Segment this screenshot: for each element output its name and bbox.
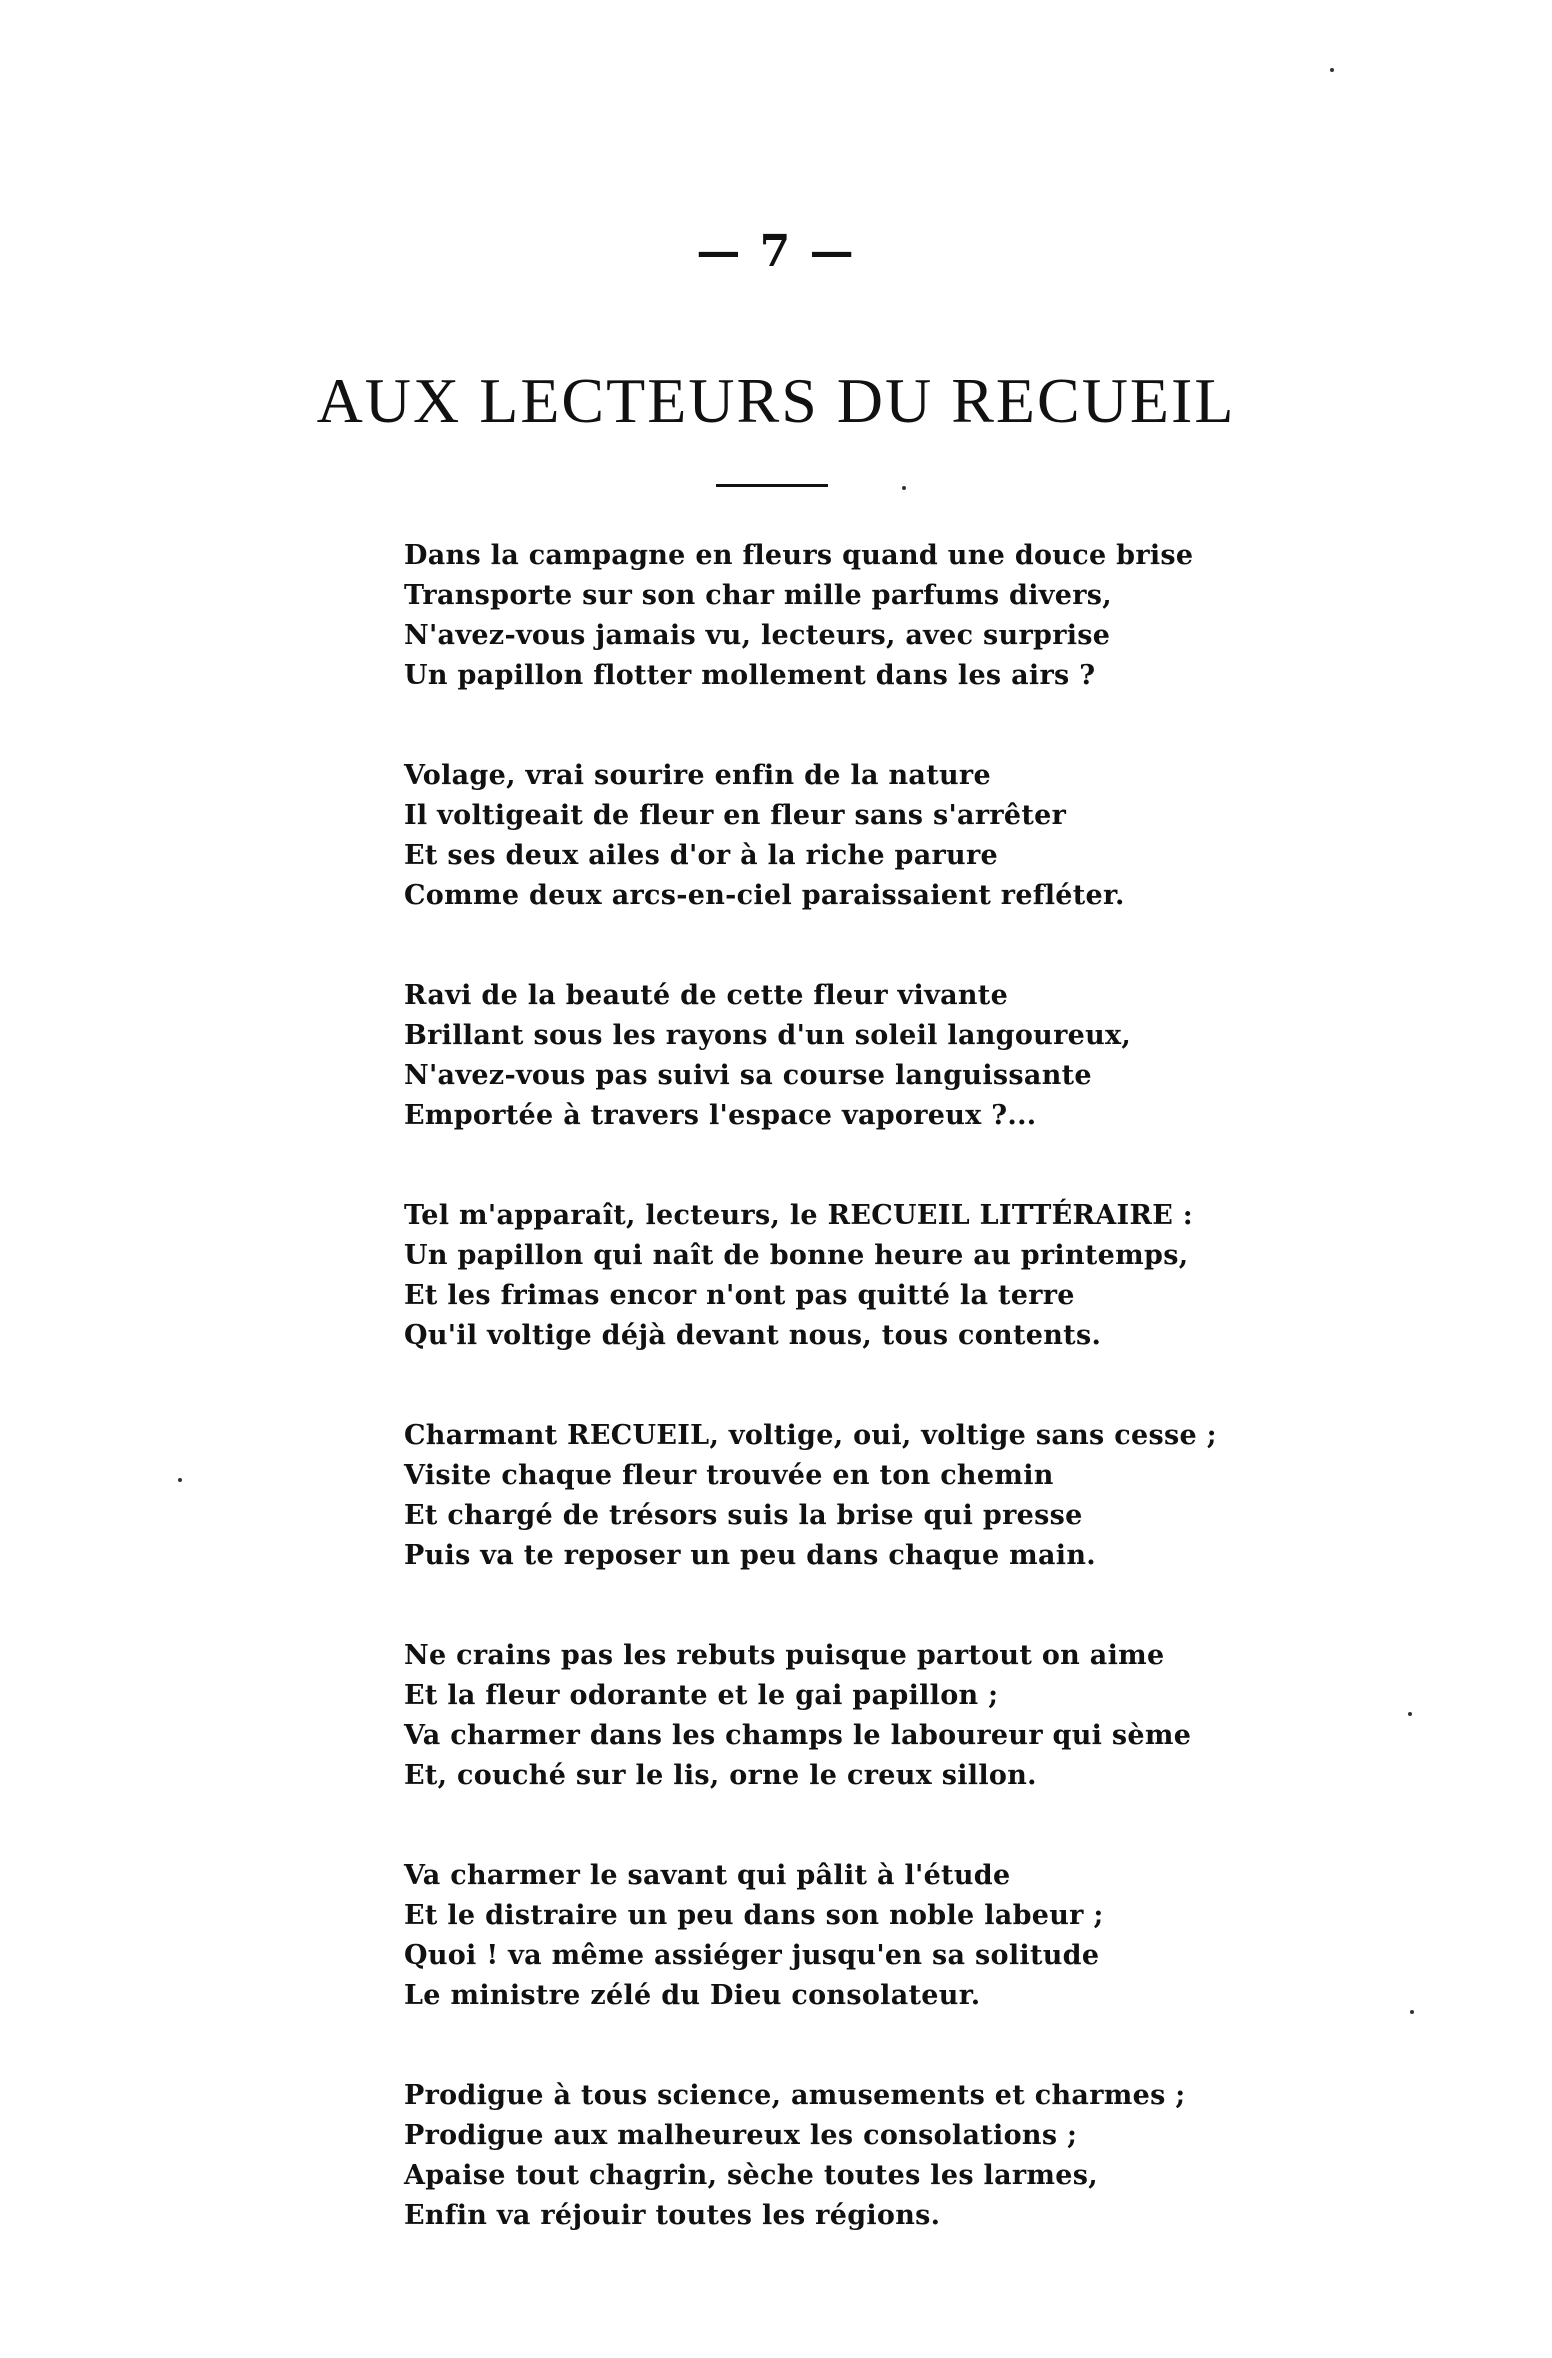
stanza bbox=[404, 1636, 1204, 1796]
scan-speck bbox=[1408, 1712, 1412, 1716]
stanza bbox=[404, 976, 1204, 1136]
title-divider bbox=[716, 484, 828, 487]
verse-line: Transporte sur son char mille parfums divers, bbox=[404, 580, 1112, 611]
verse-line: Apaise tout chagrin, sèche toutes les larmes, bbox=[404, 2160, 1098, 2191]
verse-line: Prodigue à tous science, amusements et charmes ; bbox=[404, 2080, 1186, 2111]
page-number: — 7 — bbox=[696, 226, 856, 277]
verse-line: Ne crains pas les rebuts puisque partout on aime bbox=[404, 1640, 1165, 1671]
scan-speck bbox=[178, 1478, 182, 1482]
stanza bbox=[404, 1856, 1204, 2016]
poem bbox=[404, 536, 1217, 2296]
verse-line: Et chargé de trésors suis la brise qui presse bbox=[404, 1500, 1083, 1531]
verse-line: Le ministre zélé du Dieu consolateur. bbox=[404, 1980, 981, 2011]
verse-line: Un papillon qui naît de bonne heure au printemps, bbox=[404, 1240, 1189, 1271]
stanza bbox=[404, 536, 1204, 696]
verse-line: Charmant RECUEIL, voltige, oui, voltige sans cesse ; bbox=[404, 1420, 1217, 1451]
verse-line: Prodigue aux malheureux les consolations ; bbox=[404, 2120, 1078, 2151]
verse-line: Ravi de la beauté de cette fleur vivante bbox=[404, 980, 1009, 1011]
verse-line: Il voltigeait de fleur en fleur sans s'arrêter bbox=[404, 800, 1067, 831]
verse-line: Comme deux arcs-en-ciel paraissaient refléter. bbox=[404, 880, 1125, 911]
stanza bbox=[404, 1196, 1204, 1356]
verse-line: Visite chaque fleur trouvée en ton chemin bbox=[404, 1460, 1054, 1491]
verse-line: Un papillon flotter mollement dans les airs ? bbox=[404, 660, 1096, 691]
stanza bbox=[404, 756, 1204, 916]
scan-speck bbox=[902, 486, 906, 490]
verse-line: Emportée à travers l'espace vaporeux ?... bbox=[404, 1100, 1037, 1131]
verse-line: Et le distraire un peu dans son noble labeur ; bbox=[404, 1900, 1104, 1931]
stanza bbox=[404, 1416, 1217, 1576]
scan-speck bbox=[1410, 2010, 1414, 2014]
verse-line: Enfin va réjouir toutes les régions. bbox=[404, 2200, 941, 2231]
page-title: AUX LECTEURS DU RECUEIL bbox=[316, 365, 1236, 436]
verse-line: Va charmer le savant qui pâlit à l'étude bbox=[404, 1860, 1011, 1891]
stanza bbox=[404, 2076, 1204, 2236]
verse-line: N'avez-vous pas suivi sa course languissante bbox=[404, 1060, 1092, 1091]
verse-line: Volage, vrai sourire enfin de la nature bbox=[404, 760, 991, 791]
verse-line: Va charmer dans les champs le laboureur qui sème bbox=[404, 1720, 1192, 1751]
verse-line: Puis va te reposer un peu dans chaque main. bbox=[404, 1540, 1096, 1571]
verse-line: Et, couché sur le lis, orne le creux sillon. bbox=[404, 1760, 1037, 1791]
verse-line: Tel m'apparaît, lecteurs, le RECUEIL LITTÉRAIRE : bbox=[404, 1200, 1194, 1231]
verse-line: Et les frimas encor n'ont pas quitté la terre bbox=[404, 1280, 1075, 1311]
verse-line: N'avez-vous jamais vu, lecteurs, avec surprise bbox=[404, 620, 1111, 651]
verse-line: Dans la campagne en fleurs quand une douce brise bbox=[404, 540, 1194, 571]
scan-speck bbox=[1330, 68, 1334, 72]
verse-line: Et la fleur odorante et le gai papillon ; bbox=[404, 1680, 999, 1711]
verse-line: Et ses deux ailes d'or à la riche parure bbox=[404, 840, 998, 871]
verse-line: Qu'il voltige déjà devant nous, tous contents. bbox=[404, 1320, 1102, 1351]
verse-line: Brillant sous les rayons d'un soleil langoureux, bbox=[404, 1020, 1132, 1051]
verse-line: Quoi ! va même assiéger jusqu'en sa solitude bbox=[404, 1940, 1100, 1971]
